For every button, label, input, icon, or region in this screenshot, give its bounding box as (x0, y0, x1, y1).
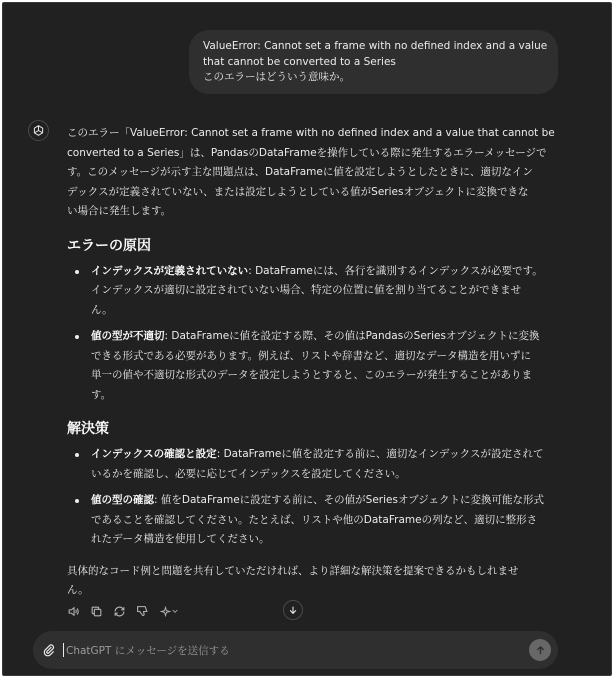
list-item (91, 327, 561, 405)
message-actions (65, 602, 181, 620)
thumbs-down-button[interactable] (134, 603, 151, 620)
list-item-text: であることを確認してください。たとえば、リストや他のDataFrameの列など、適切に整形さ (91, 513, 538, 526)
send-button[interactable] (529, 639, 551, 661)
list-item-text: : DataFrameには、各行を識別するインデックスが必要です。 (248, 264, 543, 277)
attach-button[interactable] (40, 641, 58, 659)
user-message-line: that cannot be converted to a Series (203, 55, 396, 68)
speaker-icon (67, 605, 80, 618)
list-item-title: インデックスが定義されていない (91, 264, 249, 277)
list-item-text: : DataFrameに値を設定する際、その値はPandasのSeriesオブジェクトに変換 (164, 330, 540, 342)
arrow-up-icon (535, 645, 546, 656)
arrow-down-icon (288, 605, 298, 615)
closing-line: 具体的なコード例と問題を共有していただければ、より詳細な解決策を提案できるかもしれませ (67, 564, 519, 577)
list-item-text: できる形式である必要があります。例えば、リストや辞書など、適切なデータ構造を用いずに (91, 349, 531, 362)
list-item-text: : 値をDataFrameに設定する前に、その値がSeriesオブジェクトに変換可能な形式 (154, 494, 545, 506)
list-item-text: れたデータ構造を使用してください。 (91, 533, 270, 545)
list-item-title: 値の型の確認 (91, 494, 154, 506)
chevron-down-icon (171, 607, 179, 615)
assistant-avatar (28, 120, 49, 141)
solutions-list (67, 445, 561, 550)
list-item-text: ん。 (91, 303, 113, 316)
intro-line: converted to a Series」は、PandasのDataFrameを操作している際に発生するエラーメッセージで (67, 146, 547, 159)
scroll-down-button[interactable] (283, 600, 303, 620)
message-composer (33, 631, 558, 669)
user-message-line: ValueError: Cannot set a frame with no defined index and a value (203, 40, 548, 52)
sparkle-icon (160, 606, 171, 617)
intro-paragraph (67, 124, 561, 222)
intro-line: す。このメッセージが示す主な問題点は、DataFrameに値を設定しようとしたときに、適切なイン (67, 166, 533, 178)
message-input[interactable] (64, 639, 508, 663)
model-switch-button[interactable] (157, 603, 181, 620)
paperclip-icon (42, 643, 56, 657)
intro-line: このエラー「ValueError: Cannot set a frame with no defined index and a value that cannot be (67, 127, 555, 139)
list-item (91, 491, 561, 550)
chat-window (2, 2, 612, 676)
openai-logo-icon (32, 124, 45, 137)
copy-icon (90, 605, 103, 618)
assistant-message (67, 124, 561, 601)
closing-line: ん。 (67, 584, 89, 596)
list-item-text: す。 (91, 388, 112, 401)
list-item-text: 単一の値や不適切な形式のデータを設定しようとすると、このエラーが発生することがありま (91, 369, 532, 381)
list-item-text: : DataFrameに値を設定する前に、適切なインデックスが設定されて (216, 448, 544, 460)
read-aloud-button[interactable] (65, 603, 82, 620)
closing-paragraph (67, 562, 561, 601)
intro-line: デックスが定義されていない、または設定しようとしている値がSeriesオブジェクトに変換できな (67, 185, 529, 198)
list-item (91, 445, 561, 484)
list-item-text: インデックスが適切に設定されていない場合、特定の位置に値を割り当てることができませ (91, 284, 522, 296)
list-item (91, 262, 561, 321)
causes-list (67, 262, 561, 406)
section-heading-causes: エラーの原因 (67, 237, 151, 254)
thumbs-down-icon (136, 605, 149, 618)
list-item-title: インデックスの確認と設定 (91, 448, 217, 460)
list-item-title: 値の型が不適切 (91, 330, 165, 342)
section-heading-solutions: 解決策 (67, 421, 109, 437)
user-message-bubble (189, 30, 558, 94)
user-message-line: このエラーはどういう意味か。 (203, 71, 350, 83)
intro-line: い場合に発生します。 (67, 205, 172, 217)
list-item-text: いるかを確認し、必要に応じてインデックスを設定してください。 (91, 467, 406, 480)
copy-button[interactable] (88, 603, 105, 620)
regenerate-icon (113, 605, 126, 618)
regenerate-button[interactable] (111, 603, 128, 620)
